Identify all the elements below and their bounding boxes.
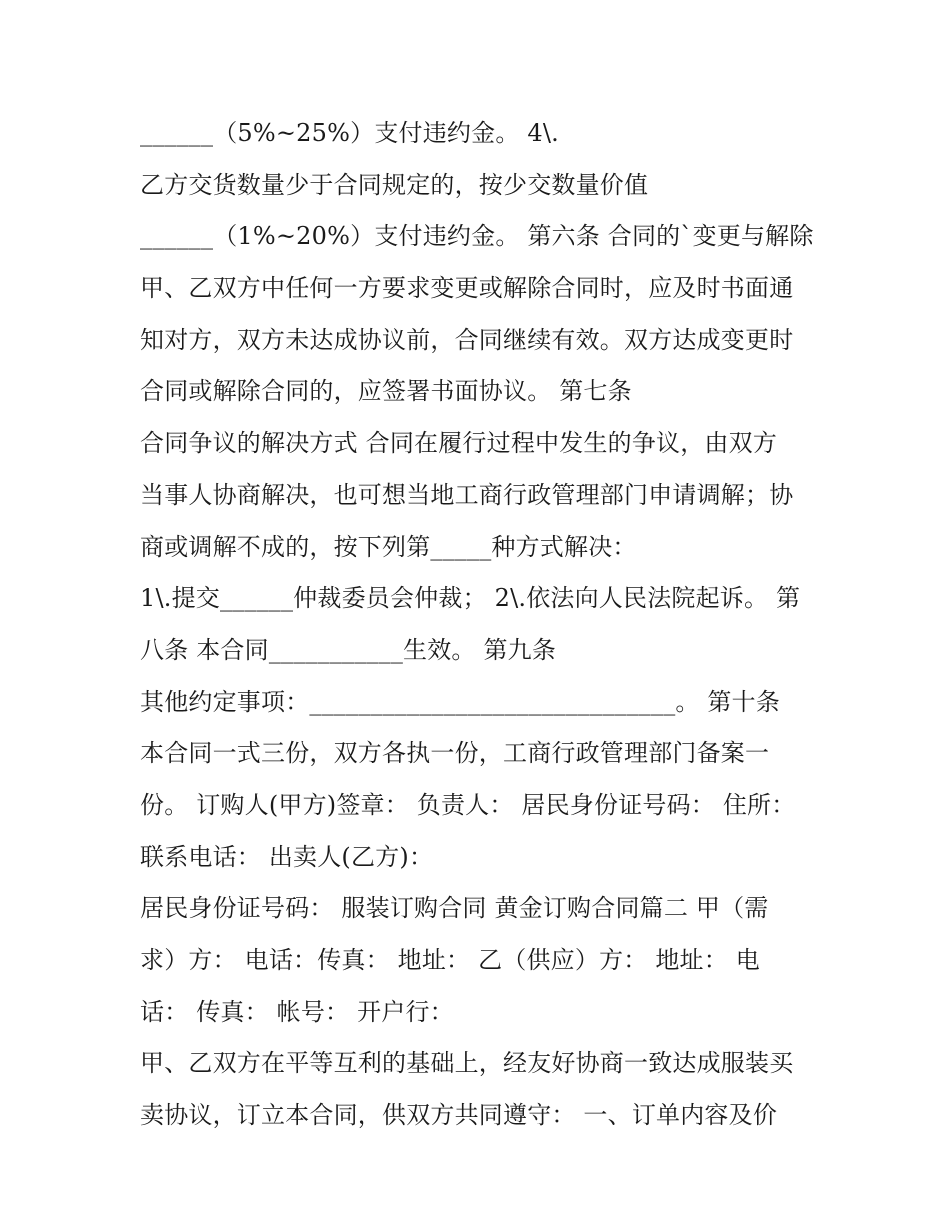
text-line: ______（5%~25%）支付违约金。 4\.	[140, 119, 559, 147]
text-line: 乙方交货数量少于合同规定的，按少交数量价值	[140, 170, 649, 199]
text-line: 甲、乙双方中任何一方要求变更或解除合同时，应及时书面通	[140, 274, 794, 303]
text-line: 份。 订购人(甲方)签章： 负责人： 居民身份证号码： 住所：	[140, 790, 796, 819]
text-line: 1\.提交______仲裁委员会仲裁； 2\.依法向人民法院起诉。 第	[140, 584, 801, 613]
text-line: 话： 传真： 帐号： 开户行：	[140, 997, 454, 1026]
text-line: 求）方： 电话：传真： 地址： 乙（供应）方： 地址： 电	[140, 946, 760, 974]
text-line: 其他约定事项：______________________________。 第十条	[140, 687, 781, 716]
text-line: ______（1%~20%）支付违约金。 第六条 合同的`变更与解除	[140, 222, 814, 251]
text-line: 八条 本合同___________生效。 第九条	[140, 635, 557, 664]
text-line: 居民身份证号码： 服装订购合同 黄金订购合同篇二 甲（需	[140, 894, 769, 923]
text-line: 甲、乙双方在平等互利的基础上，经友好协商一致达成服装买	[140, 1049, 794, 1078]
text-line: 卖协议，订立本合同，供双方共同遵守： 一、订单内容及价	[140, 1101, 778, 1130]
text-line: 当事人协商解决，也可想当地工商行政管理部门申请调解；协	[140, 480, 794, 509]
text-line: 合同争议的解决方式 合同在履行过程中发生的争议，由双方	[140, 429, 778, 458]
contract-text	[140, 108, 830, 1142]
text-line: 商或调解不成的，按下列第_____种方式解决：	[140, 532, 637, 561]
text-line: 合同或解除合同的，应签署书面协议。 第七条	[140, 377, 632, 406]
text-line: 联系电话： 出卖人(乙方)：	[140, 842, 434, 871]
text-line: 本合同一式三份，双方各执一份，工商行政管理部门备案一	[140, 739, 770, 768]
text-line: 知对方，双方未达成协议前，合同继续有效。双方达成变更时	[140, 325, 794, 354]
